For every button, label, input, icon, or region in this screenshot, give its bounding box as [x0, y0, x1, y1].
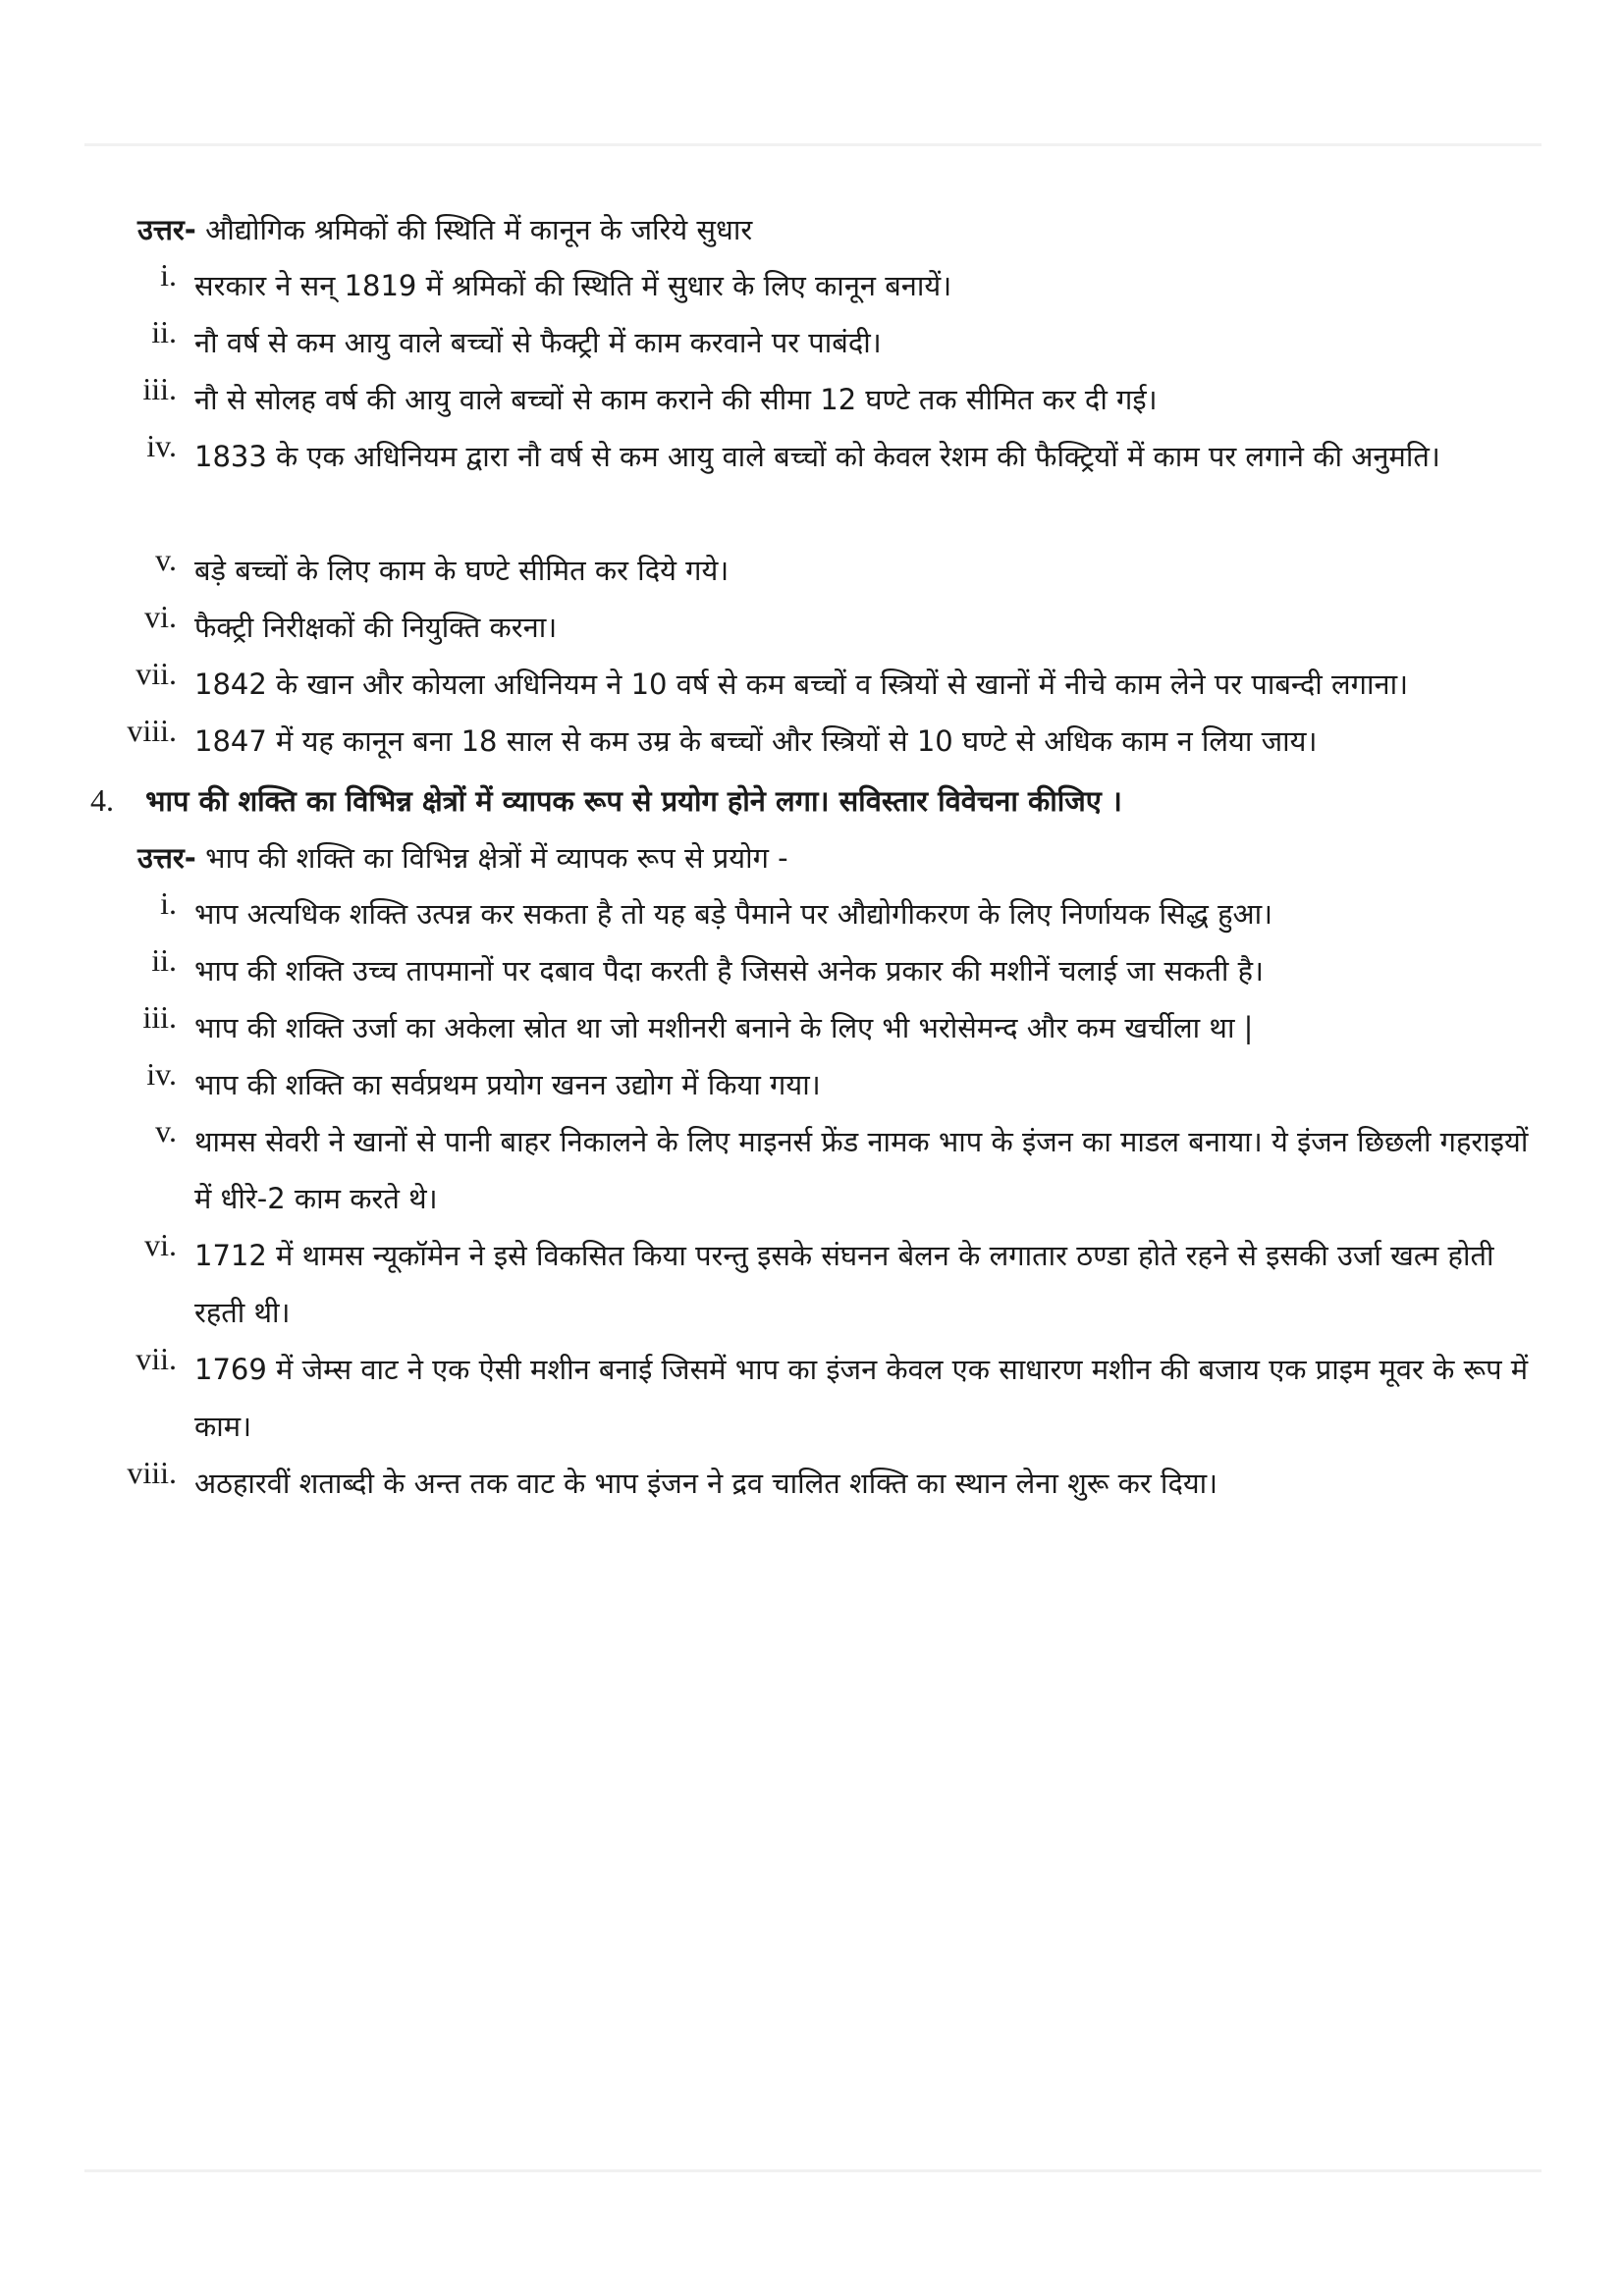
- item-number: v.: [155, 1113, 177, 1148]
- top-rule: [84, 143, 1542, 146]
- item-text: सरकार ने सन् 1819 में श्रमिकों की स्थिति में सुधार के लिए कानून बनायें।: [194, 269, 952, 302]
- item-number: viii.: [127, 713, 177, 748]
- item-number: vi.: [144, 1227, 177, 1262]
- item-number: ii.: [151, 314, 177, 349]
- item-text: 1769 में जेम्स वाट ने एक ऐसी मशीन बनाई जिसमें भाप का इंजन केवल एक साधारण मशीन की बजाय एक प्राइम मूवर के रूप में काम।: [194, 1353, 1529, 1443]
- question-text: भाप की शक्ति का विभिन्न क्षेत्रों में व्यापक रूप से प्रयोग होने लगा। सविस्तार विवेचना कीजिए ।: [145, 784, 1122, 818]
- item-text: फैक्ट्री निरीक्षकों की नियुक्ति करना।: [194, 611, 558, 644]
- question-number: 4.: [90, 782, 114, 818]
- item-text: भाप की शक्ति का सर्वप्रथम प्रयोग खनन उद्योग में किया गया।: [194, 1068, 821, 1101]
- item-number: v.: [155, 542, 177, 577]
- item-text: नौ से सोलह वर्ष की आयु वाले बच्चों से काम कराने की सीमा 12 घण्टे तक सीमित कर दी गई।: [194, 383, 1158, 416]
- item-text: नौ वर्ष से कम आयु वाले बच्चों से फैक्ट्री में काम करवाने पर पाबंदी।: [194, 326, 882, 359]
- item-text: थामस सेवरी ने खानों से पानी बाहर निकालने के लिए माइनर्स फ्रेंड नामक भाप के इंजन का माडल बनाया। ये इंजन छिछली गहराइयों में धीरे-2 काम करते थे।: [194, 1125, 1529, 1215]
- item-number: iii.: [142, 371, 177, 406]
- bottom-rule: [84, 2169, 1542, 2172]
- item-number: i.: [160, 885, 177, 921]
- question-4: [90, 781, 1122, 820]
- item-number: viii.: [127, 1455, 177, 1490]
- item-number: i.: [160, 257, 177, 293]
- item-text: 1842 के खान और कोयला अधिनियम ने 10 वर्ष से कम बच्चों व स्त्रियों से खानों में नीचे काम लेने पर पाबन्दी लगाना।: [194, 667, 1409, 701]
- item-number: vi.: [144, 599, 177, 634]
- item-text: बड़े बच्चों के लिए काम के घण्टे सीमित कर दिये गये।: [194, 554, 730, 587]
- item-number: iv.: [146, 428, 177, 463]
- item-number: iii.: [142, 999, 177, 1035]
- item-text: 1833 के एक अधिनियम द्वारा नौ वर्ष से कम आयु वाले बच्चों को केवल रेशम की फैक्ट्रियों में काम पर लगाने की अनुमति।: [194, 440, 1440, 473]
- item-text: 1712 में थामस न्यूकॉमेन ने इसे विकसित किया परन्तु इसके संघनन बेलन के लगातार ठण्डा होते रहने से इसकी उर्जा खत्म होती रहती थी।: [194, 1239, 1494, 1329]
- answer-heading-2: [137, 838, 788, 877]
- item-number: vii.: [135, 656, 177, 691]
- answer-title: भाप की शक्ति का विभिन्न क्षेत्रों में व्यापक रूप से प्रयोग -: [205, 841, 788, 875]
- item-number: iv.: [146, 1056, 177, 1092]
- answer-title: औद्योगिक श्रमिकों की स्थिति में कानून के जरिये सुधार: [205, 213, 753, 246]
- answer-label: उत्तर-: [137, 213, 196, 246]
- answer-heading-1: [137, 210, 752, 248]
- item-number: ii.: [151, 942, 177, 978]
- item-text: अठहारवीं शताब्दी के अन्त तक वाट के भाप इंजन ने द्रव चालित शक्ति का स्थान लेना शुरू कर दिया।: [194, 1467, 1218, 1500]
- item-text: भाप अत्यधिक शक्ति उत्पन्न कर सकता है तो यह बड़े पैमाने पर औद्योगीकरण के लिए निर्णायक सिद्ध हुआ।: [194, 897, 1273, 931]
- item-text: भाप की शक्ति उर्जा का अकेला स्रोत था जो मशीनरी बनाने के लिए भी भरोसेमन्द और कम खर्चीला था |: [194, 1011, 1254, 1044]
- item-text: 1847 में यह कानून बना 18 साल से कम उम्र के बच्चों और स्त्रियों से 10 घण्टे से अधिक काम न लिया जाय।: [194, 724, 1318, 758]
- item-text: भाप की शक्ति उच्च तापमानों पर दबाव पैदा करती है जिससे अनेक प्रकार की मशीनें चलाई जा सकती है।: [194, 954, 1265, 988]
- item-number: vii.: [135, 1341, 177, 1376]
- answer-label: उत्तर-: [137, 841, 196, 875]
